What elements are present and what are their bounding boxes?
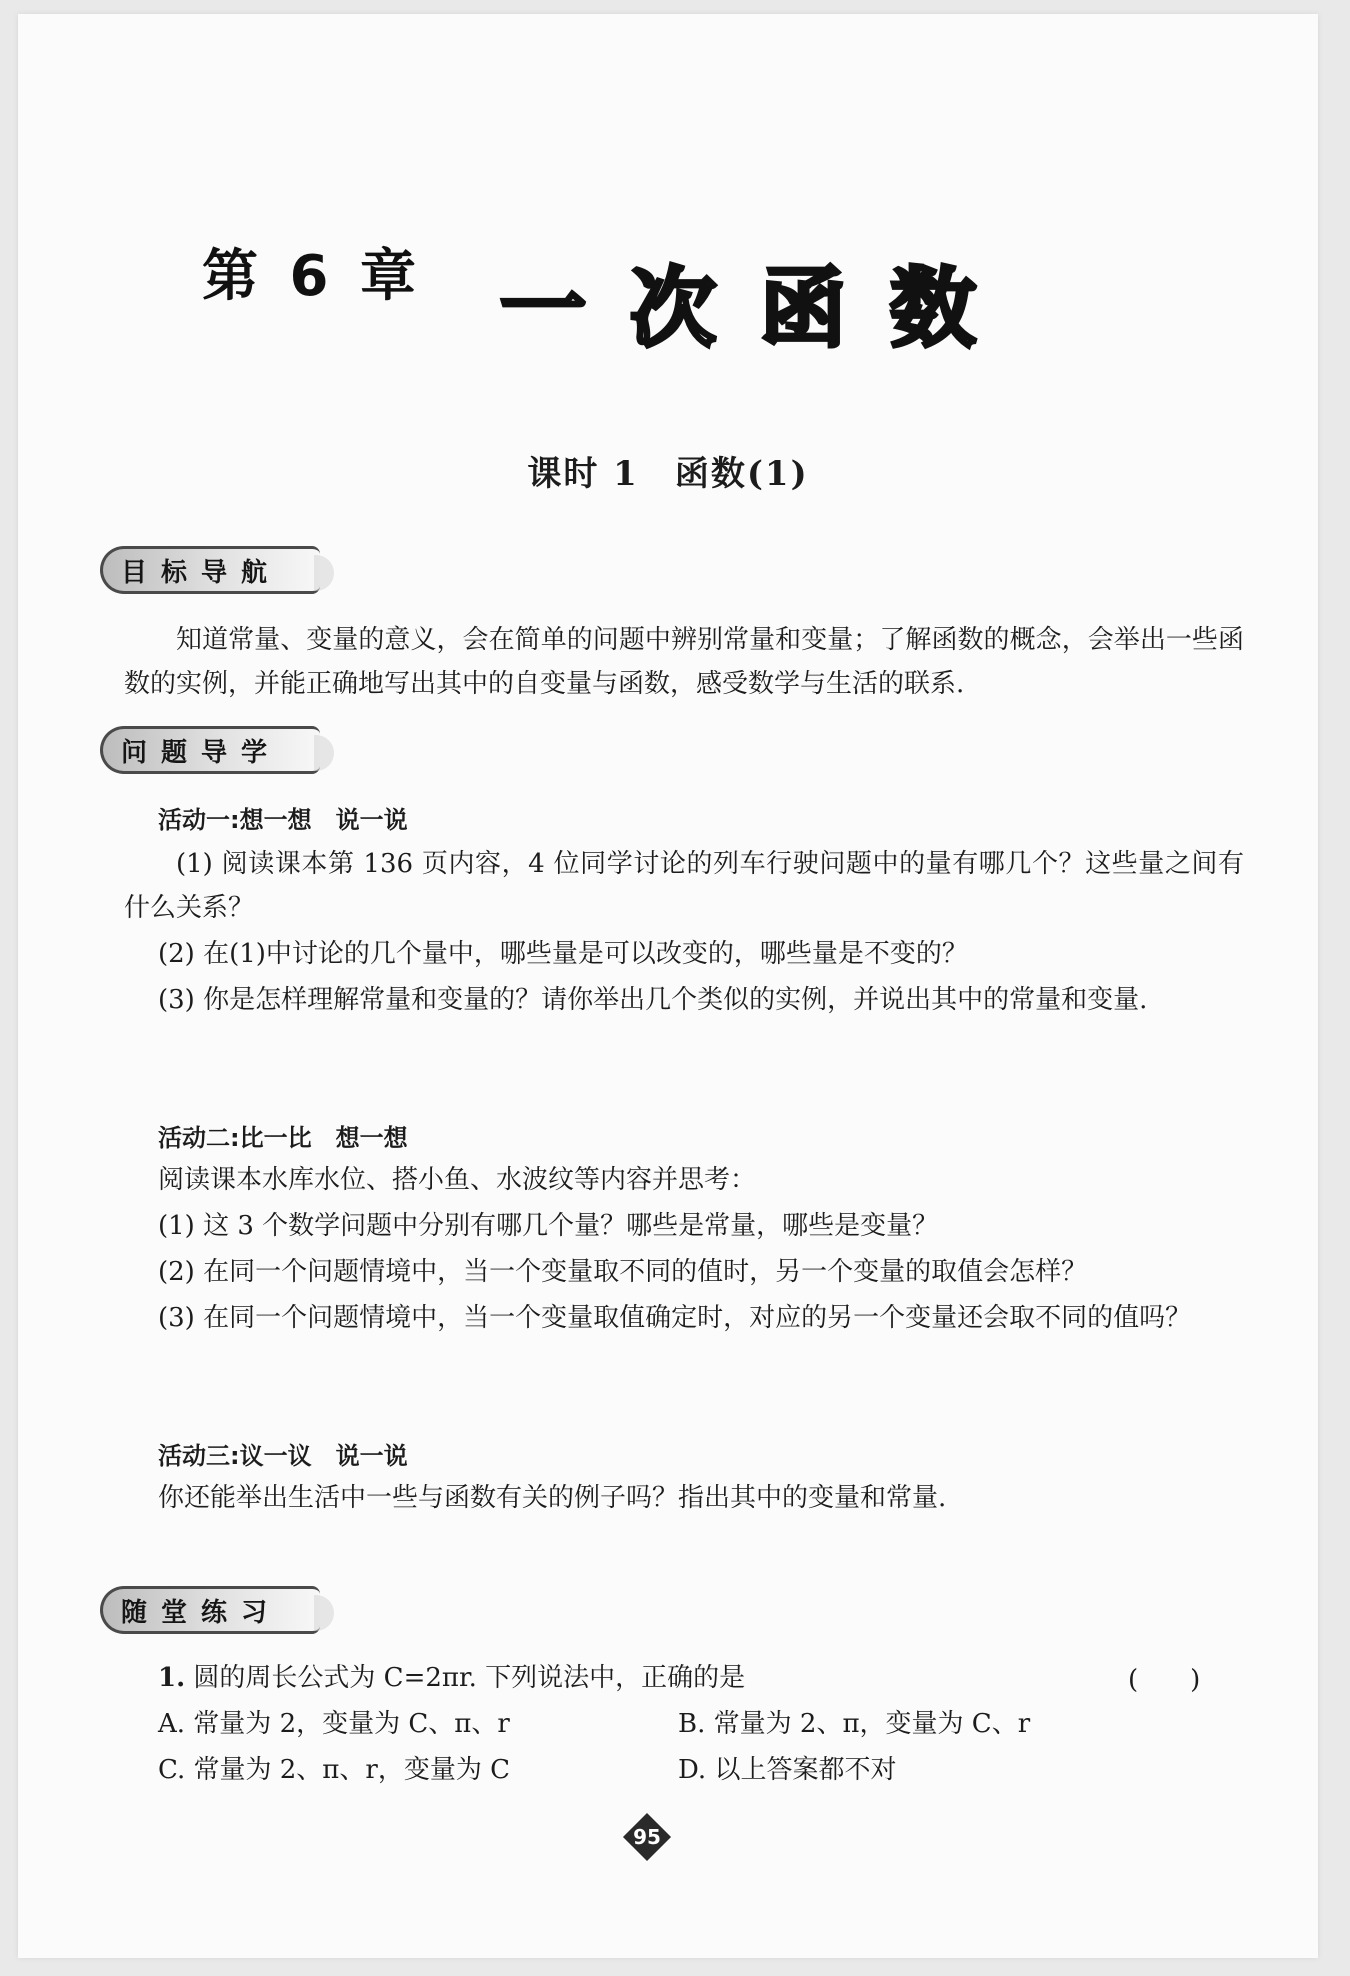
exercise-number: 1. [158,1663,186,1693]
option-a: A. 常量为 2，变量为 C、π、r [158,1709,510,1739]
activity3-text: 你还能举出生活中一些与函数有关的例子吗？指出其中的变量和常量. [158,1483,947,1513]
activity2-q3: (3) 在同一个问题情境中，当一个变量取值确定时，对应的另一个变量还会取不同的值吗？ [158,1303,1192,1333]
activity1-q2: (2) 在(1)中讨论的几个量中，哪些量是可以改变的，哪些量是不变的？ [158,939,968,969]
section-badge-study: 问题导学 [100,726,320,774]
option-d: D. 以上答案都不对 [678,1755,897,1785]
activity1-q1: (1) 阅读课本第 136 页内容，4 位同学讨论的列车行驶问题中的量有哪几个？这些量之间有什么关系？ [124,849,1244,923]
lesson-title: 课时 1 函数(1) [527,454,809,494]
goal-text: 知道常量、变量的意义，会在简单的问题中辨别常量和变量；了解函数的概念，会举出一些函数的实例，并能正确地写出其中的自变量与函数，感受数学与生活的联系. [124,625,1244,699]
section-badge-practice: 随堂练习 [100,1586,320,1634]
activity2-q1: (1) 这 3 个数学问题中分别有哪几个量？哪些是常量，哪些是变量？ [158,1211,939,1241]
section-badge-goals: 目标导航 [100,546,320,594]
activity1-q3: (3) 你是怎样理解常量和变量的？请你举出几个类似的实例，并说出其中的常量和变量. [158,985,1148,1015]
option-b: B. 常量为 2、π，变量为 C、r [678,1709,1031,1739]
activity2-intro: 阅读课本水库水位、搭小鱼、水波纹等内容并思考： [158,1165,757,1195]
activity2-heading: 活动二:比一比 想一想 [158,1124,408,1152]
chapter-title: 一次函数 [500,259,1020,359]
textbook-page [18,14,1318,1958]
activity1-heading: 活动一:想一想 说一说 [158,806,408,834]
page-number: 95 [633,1825,661,1849]
activity3-heading: 活动三:议一议 说一说 [158,1442,408,1470]
chapter-number: 第 6 章 [202,244,422,309]
activity2-q2: (2) 在同一个问题情境中，当一个变量取不同的值时，另一个变量的取值会怎样？ [158,1257,1088,1287]
answer-bracket: ( ) [1128,1665,1201,1695]
exercise-1-stem-line [158,1656,745,1700]
exercise-stem: 圆的周长公式为 C=2πr. 下列说法中，正确的是 [193,1663,746,1693]
option-c: C. 常量为 2、π、r，变量为 C [158,1755,510,1785]
